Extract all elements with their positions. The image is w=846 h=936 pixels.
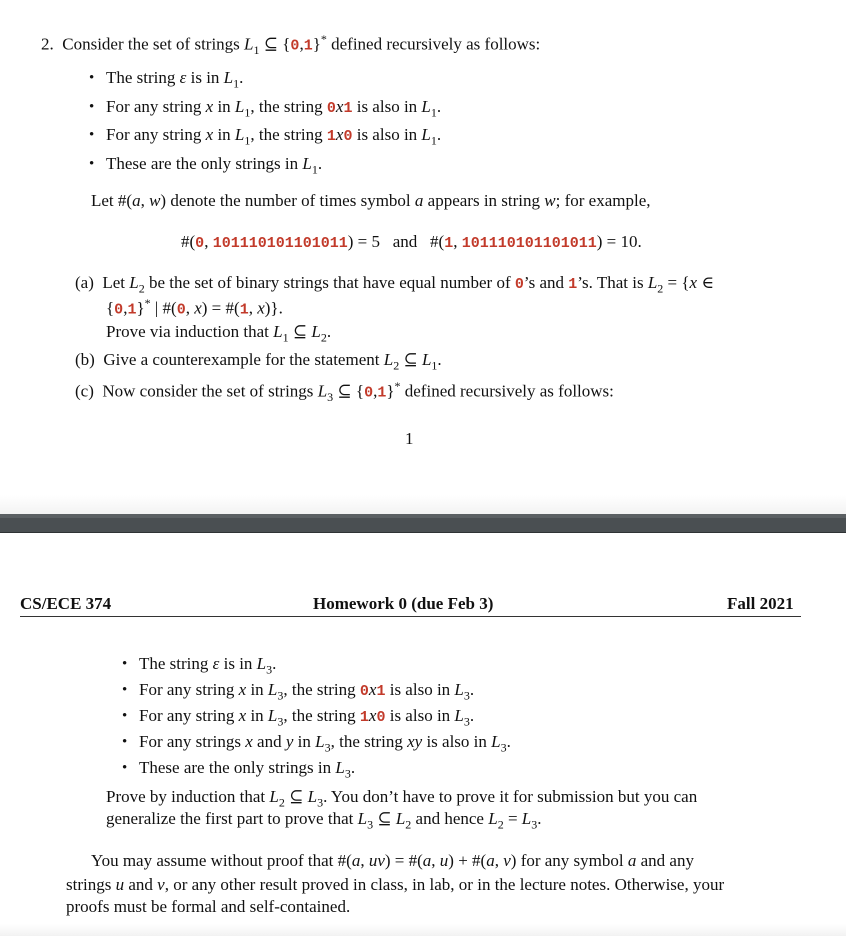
assumption-line-1: You may assume without proof that #(a, uv) = #(a, u) + #(a, v) for any symbol a and any: [91, 851, 694, 870]
count-definition: Let #(a, w) denote the number of times symbol a appears in string w; for example,: [91, 191, 651, 210]
prove-line-1: Prove by induction that $L_2$ ⊆ $L_3$. You don’t have to prove it for submission but you can: [106, 787, 698, 810]
part-a-prove: Prove via induction that $L_1$ ⊆ $L_2$.: [106, 322, 332, 345]
problem-intro: 2. Consider the set of strings $L_1$ ⊆ {0,1}* defined recursively as follows:: [41, 32, 541, 58]
part-a-line2: {0,1}* | #(0, x) = #(1, x)}.: [106, 296, 283, 319]
header-course: CS/ECE 374: [20, 594, 112, 613]
bullet-icon: •: [122, 708, 128, 724]
page-separator: [0, 514, 846, 533]
part-c: (c) Now consider the set of strings $L_3$ ⊆ {0,1}* defined recursively as follows:: [75, 379, 614, 405]
l3-rule-epsilon: The string ε is in $L_3$.: [139, 654, 277, 677]
bullet-icon: •: [89, 127, 95, 143]
rule-only: These are the only strings in $L_1$.: [106, 154, 323, 177]
l3-rule-only: These are the only strings in $L_3$.: [139, 758, 356, 781]
count-example: #(0, 101110101101011) = 5 and #(1, 101110101101011) = 10.: [181, 232, 642, 252]
prove-line-2: generalize the first part to prove that $L_3$ ⊆ $L_2$ and hence $L_2 = L_3$.: [106, 809, 542, 832]
part-a-line1: (a) Let $L_2$ be the set of binary strings that have equal number of 0’s and 1’s. That is $L_2 = \{x$ ∈: [75, 273, 714, 296]
assumption-line-3: proofs must be formal and self-contained.: [66, 897, 351, 916]
rule-0x1: For any string x in $L_1$, the string 0x1 is also in $L_1$.: [106, 97, 442, 120]
page-bottom-edge: [0, 924, 846, 936]
header-rule: [20, 616, 801, 617]
bullet-icon: •: [122, 682, 128, 698]
rule-epsilon: The string ε is in $L_1$.: [106, 68, 244, 91]
bullet-icon: •: [89, 99, 95, 115]
l3-rule-1x0: For any string x in $L_3$, the string 1x0 is also in $L_3$.: [139, 706, 475, 729]
page-number: 1: [405, 429, 414, 448]
bullet-icon: •: [122, 734, 128, 750]
header-title: Homework 0 (due Feb 3): [313, 594, 494, 613]
bullet-icon: •: [122, 760, 128, 776]
rule-1x0: For any string x in $L_1$, the string 1x0 is also in $L_1$.: [106, 125, 442, 148]
header-term: Fall 2021: [727, 594, 794, 613]
bullet-icon: •: [122, 656, 128, 672]
page-bottom-shadow: [0, 495, 846, 514]
assumption-line-2: strings u and v, or any other result proved in class, in lab, or in the lecture notes. Otherwise, your: [66, 875, 725, 894]
l3-rule-0x1: For any string x in $L_3$, the string 0x1 is also in $L_3$.: [139, 680, 475, 703]
part-b: (b) Give a counterexample for the statement $L_2$ ⊆ $L_1$.: [75, 350, 442, 373]
bullet-icon: •: [89, 70, 95, 86]
l3-rule-concat: For any strings x and y in $L_3$, the string xy is also in $L_3$.: [139, 732, 511, 755]
bullet-icon: •: [89, 156, 95, 172]
